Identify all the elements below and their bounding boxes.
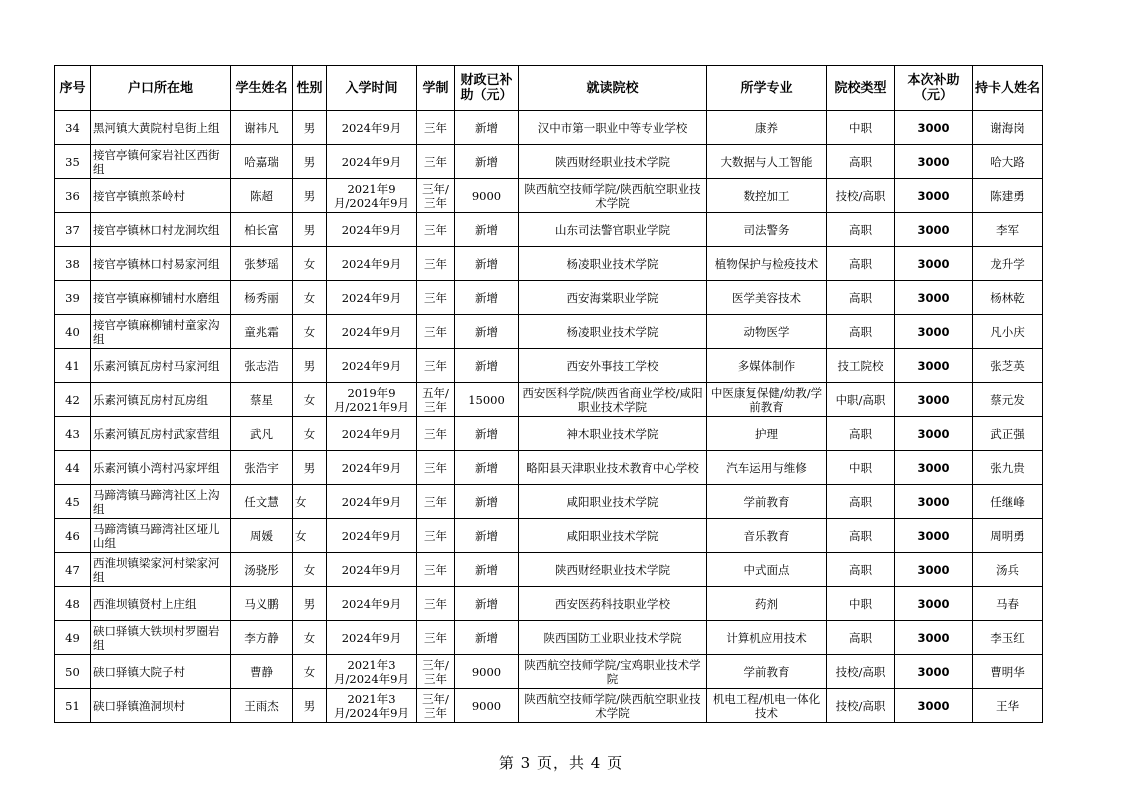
- cell-index: 42: [55, 383, 91, 417]
- cell-index: 35: [55, 145, 91, 179]
- cell-current-subsidy: 3000: [895, 689, 973, 723]
- cell-index: 41: [55, 349, 91, 383]
- cell-index: 44: [55, 451, 91, 485]
- cell-gender: 女: [293, 655, 327, 689]
- cell-index: 51: [55, 689, 91, 723]
- cell-duration: 三年: [417, 587, 455, 621]
- cell-prior-subsidy: 新增: [455, 213, 519, 247]
- table-row: [55, 587, 1043, 621]
- table-row: [55, 621, 1043, 655]
- cell-current-subsidy: 3000: [895, 621, 973, 655]
- cell-current-subsidy: 3000: [895, 213, 973, 247]
- cell-school-type: 高职: [827, 519, 895, 553]
- cell-school: 西安医药科技职业学校: [519, 587, 707, 621]
- table-row: [55, 349, 1043, 383]
- cell-enroll-date: 2021年3月/2024年9月: [327, 689, 417, 723]
- cell-prior-subsidy: 9000: [455, 655, 519, 689]
- cell-cardholder: 李军: [973, 213, 1043, 247]
- cell-major: 药剂: [707, 587, 827, 621]
- cell-index: 40: [55, 315, 91, 349]
- cell-student-name: 杨秀丽: [231, 281, 293, 315]
- cell-cardholder: 凡小庆: [973, 315, 1043, 349]
- table-row: [55, 213, 1043, 247]
- header-row: [55, 66, 1043, 111]
- cell-gender: 男: [293, 587, 327, 621]
- cell-major: 中医康复保健/幼教/学前教育: [707, 383, 827, 417]
- cell-gender: 女: [293, 485, 327, 519]
- cell-major: 数控加工: [707, 179, 827, 213]
- cell-major: 司法警务: [707, 213, 827, 247]
- cell-gender: 女: [293, 383, 327, 417]
- table-row: [55, 179, 1043, 213]
- cell-major: 多媒体制作: [707, 349, 827, 383]
- cell-cardholder: 曹明华: [973, 655, 1043, 689]
- cell-school: 西安外事技工学校: [519, 349, 707, 383]
- cell-duration: 三年: [417, 213, 455, 247]
- table-row: [55, 281, 1043, 315]
- cell-school-type: 技校/高职: [827, 179, 895, 213]
- cell-school: 山东司法警官职业学院: [519, 213, 707, 247]
- cell-residence: 乐素河镇小湾村冯家坪组: [91, 451, 231, 485]
- cell-cardholder: 武正强: [973, 417, 1043, 451]
- cell-gender: 男: [293, 689, 327, 723]
- cell-school-type: 中职: [827, 111, 895, 145]
- cell-index: 47: [55, 553, 91, 587]
- cell-student-name: 曹静: [231, 655, 293, 689]
- table-row: [55, 145, 1043, 179]
- cell-major: 学前教育: [707, 485, 827, 519]
- cell-residence: 接官亭镇林口村易家河组: [91, 247, 231, 281]
- cell-gender: 女: [293, 621, 327, 655]
- header-school-type: 院校类型: [827, 66, 895, 111]
- header-school: 就读院校: [519, 66, 707, 111]
- header-index: 序号: [55, 66, 91, 111]
- page-footer: 第 3 页，共 4 页: [498, 754, 624, 772]
- cell-residence: 西淮坝镇梁家河村梁家河组: [91, 553, 231, 587]
- cell-cardholder: 谢海岗: [973, 111, 1043, 145]
- cell-student-name: 柏长富: [231, 213, 293, 247]
- cell-enroll-date: 2021年3月/2024年9月: [327, 655, 417, 689]
- cell-duration: 三年: [417, 281, 455, 315]
- table-row: [55, 417, 1043, 451]
- header-cardholder: 持卡人姓名: [973, 66, 1043, 111]
- cell-major: 音乐教育: [707, 519, 827, 553]
- cell-residence: 乐素河镇瓦房村马家河组: [91, 349, 231, 383]
- cell-cardholder: 马春: [973, 587, 1043, 621]
- cell-residence: 西淮坝镇贤村上庄组: [91, 587, 231, 621]
- cell-school-type: 高职: [827, 315, 895, 349]
- cell-current-subsidy: 3000: [895, 145, 973, 179]
- cell-school: 略阳县天津职业技术教育中心学校: [519, 451, 707, 485]
- cell-prior-subsidy: 9000: [455, 689, 519, 723]
- cell-gender: 女: [293, 417, 327, 451]
- cell-residence: 接官亭镇煎茶岭村: [91, 179, 231, 213]
- cell-school-type: 中职/高职: [827, 383, 895, 417]
- cell-prior-subsidy: 新增: [455, 315, 519, 349]
- cell-major: 计算机应用技术: [707, 621, 827, 655]
- cell-residence: 接官亭镇麻柳铺村童家沟组: [91, 315, 231, 349]
- cell-enroll-date: 2024年9月: [327, 417, 417, 451]
- cell-enroll-date: 2024年9月: [327, 621, 417, 655]
- cell-student-name: 童兆霜: [231, 315, 293, 349]
- cell-student-name: 武凡: [231, 417, 293, 451]
- cell-enroll-date: 2019年9月/2021年9月: [327, 383, 417, 417]
- cell-major: 植物保护与检疫技术: [707, 247, 827, 281]
- cell-current-subsidy: 3000: [895, 247, 973, 281]
- header-gender: 性别: [293, 66, 327, 111]
- cell-current-subsidy: 3000: [895, 553, 973, 587]
- cell-current-subsidy: 3000: [895, 451, 973, 485]
- cell-enroll-date: 2024年9月: [327, 111, 417, 145]
- cell-major: 学前教育: [707, 655, 827, 689]
- cell-current-subsidy: 3000: [895, 519, 973, 553]
- cell-school: 杨凌职业技术学院: [519, 247, 707, 281]
- cell-residence: 硖口驿镇大铁坝村罗圈岩组: [91, 621, 231, 655]
- cell-school: 陕西航空技师学院/陕西航空职业技术学院: [519, 689, 707, 723]
- cell-duration: 三年: [417, 621, 455, 655]
- cell-prior-subsidy: 9000: [455, 179, 519, 213]
- table-row: [55, 315, 1043, 349]
- cell-student-name: 张志浩: [231, 349, 293, 383]
- cell-school: 陕西航空技师学院/陕西航空职业技术学院: [519, 179, 707, 213]
- cell-residence: 接官亭镇麻柳铺村水磨组: [91, 281, 231, 315]
- cell-enroll-date: 2024年9月: [327, 553, 417, 587]
- cell-enroll-date: 2024年9月: [327, 587, 417, 621]
- table-row: [55, 689, 1043, 723]
- cell-current-subsidy: 3000: [895, 655, 973, 689]
- cell-school: 杨凌职业技术学院: [519, 315, 707, 349]
- cell-enroll-date: 2024年9月: [327, 485, 417, 519]
- cell-prior-subsidy: 新增: [455, 145, 519, 179]
- cell-current-subsidy: 3000: [895, 587, 973, 621]
- cell-student-name: 王雨杰: [231, 689, 293, 723]
- cell-index: 39: [55, 281, 91, 315]
- header-enroll-date: 入学时间: [327, 66, 417, 111]
- header-residence: 户口所在地: [91, 66, 231, 111]
- cell-current-subsidy: 3000: [895, 111, 973, 145]
- cell-cardholder: 李玉红: [973, 621, 1043, 655]
- cell-index: 45: [55, 485, 91, 519]
- cell-index: 48: [55, 587, 91, 621]
- cell-enroll-date: 2024年9月: [327, 213, 417, 247]
- cell-prior-subsidy: 新增: [455, 247, 519, 281]
- cell-school: 神木职业技术学院: [519, 417, 707, 451]
- cell-enroll-date: 2024年9月: [327, 281, 417, 315]
- cell-duration: 三年: [417, 349, 455, 383]
- table-row: [55, 519, 1043, 553]
- header-prior-subsidy: 财政已补助（元）: [455, 66, 519, 111]
- cell-current-subsidy: 3000: [895, 281, 973, 315]
- cell-residence: 硖口驿镇大院子村: [91, 655, 231, 689]
- cell-school-type: 高职: [827, 213, 895, 247]
- cell-gender: 女: [293, 247, 327, 281]
- cell-duration: 三年: [417, 111, 455, 145]
- cell-index: 38: [55, 247, 91, 281]
- table-row: [55, 553, 1043, 587]
- table-row: [55, 111, 1043, 145]
- cell-duration: 五年/三年: [417, 383, 455, 417]
- cell-school-type: 中职: [827, 451, 895, 485]
- cell-school-type: 技校/高职: [827, 689, 895, 723]
- cell-school-type: 高职: [827, 281, 895, 315]
- header-major: 所学专业: [707, 66, 827, 111]
- table-row: [55, 383, 1043, 417]
- cell-gender: 女: [293, 553, 327, 587]
- cell-index: 49: [55, 621, 91, 655]
- cell-school: 汉中市第一职业中等专业学校: [519, 111, 707, 145]
- cell-school: 陕西财经职业技术学院: [519, 145, 707, 179]
- cell-prior-subsidy: 新增: [455, 111, 519, 145]
- cell-cardholder: 龙升学: [973, 247, 1043, 281]
- cell-gender: 女: [293, 315, 327, 349]
- table-row: [55, 485, 1043, 519]
- cell-duration: 三年: [417, 553, 455, 587]
- cell-duration: 三年: [417, 519, 455, 553]
- cell-duration: 三年: [417, 451, 455, 485]
- table-body: [55, 111, 1043, 723]
- cell-student-name: 马义鹏: [231, 587, 293, 621]
- cell-school: 西安海棠职业学院: [519, 281, 707, 315]
- cell-duration: 三年: [417, 485, 455, 519]
- cell-school-type: 中职: [827, 587, 895, 621]
- cell-enroll-date: 2024年9月: [327, 145, 417, 179]
- cell-student-name: 张浩宇: [231, 451, 293, 485]
- cell-current-subsidy: 3000: [895, 349, 973, 383]
- cell-prior-subsidy: 新增: [455, 281, 519, 315]
- cell-cardholder: 张芝英: [973, 349, 1043, 383]
- cell-major: 机电工程/机电一体化技术: [707, 689, 827, 723]
- cell-school-type: 高职: [827, 553, 895, 587]
- cell-gender: 男: [293, 213, 327, 247]
- cell-student-name: 蔡星: [231, 383, 293, 417]
- cell-cardholder: 任继峰: [973, 485, 1043, 519]
- cell-school: 咸阳职业技术学院: [519, 519, 707, 553]
- cell-school: 陕西财经职业技术学院: [519, 553, 707, 587]
- cell-current-subsidy: 3000: [895, 179, 973, 213]
- cell-cardholder: 蔡元发: [973, 383, 1043, 417]
- cell-student-name: 任文慧: [231, 485, 293, 519]
- cell-student-name: 谢祎凡: [231, 111, 293, 145]
- cell-duration: 三年: [417, 145, 455, 179]
- cell-prior-subsidy: 新增: [455, 417, 519, 451]
- cell-residence: 马蹄湾镇马蹄湾社区垭儿山组: [91, 519, 231, 553]
- cell-school: 咸阳职业技术学院: [519, 485, 707, 519]
- cell-cardholder: 张九贵: [973, 451, 1043, 485]
- cell-school: 陕西国防工业职业技术学院: [519, 621, 707, 655]
- cell-major: 中式面点: [707, 553, 827, 587]
- cell-cardholder: 汤兵: [973, 553, 1043, 587]
- cell-student-name: 汤骁彤: [231, 553, 293, 587]
- cell-cardholder: 杨林乾: [973, 281, 1043, 315]
- cell-gender: 男: [293, 145, 327, 179]
- cell-major: 汽车运用与维修: [707, 451, 827, 485]
- cell-prior-subsidy: 15000: [455, 383, 519, 417]
- cell-school-type: 高职: [827, 247, 895, 281]
- table-row: [55, 451, 1043, 485]
- header-current-subsidy: 本次补助（元）: [895, 66, 973, 111]
- cell-cardholder: 哈大路: [973, 145, 1043, 179]
- cell-student-name: 李方静: [231, 621, 293, 655]
- cell-duration: 三年: [417, 315, 455, 349]
- cell-gender: 男: [293, 179, 327, 213]
- cell-student-name: 陈超: [231, 179, 293, 213]
- header-duration: 学制: [417, 66, 455, 111]
- cell-student-name: 哈嘉瑞: [231, 145, 293, 179]
- cell-school: 西安医科学院/陕西省商业学校/咸阳职业技术学院: [519, 383, 707, 417]
- cell-major: 动物医学: [707, 315, 827, 349]
- cell-residence: 乐素河镇瓦房村瓦房组: [91, 383, 231, 417]
- cell-duration: 三年: [417, 247, 455, 281]
- cell-current-subsidy: 3000: [895, 417, 973, 451]
- cell-gender: 男: [293, 451, 327, 485]
- cell-gender: 女: [293, 519, 327, 553]
- cell-duration: 三年: [417, 417, 455, 451]
- cell-prior-subsidy: 新增: [455, 621, 519, 655]
- cell-major: 康养: [707, 111, 827, 145]
- cell-enroll-date: 2024年9月: [327, 247, 417, 281]
- cell-school-type: 高职: [827, 485, 895, 519]
- cell-duration: 三年/三年: [417, 655, 455, 689]
- header-student-name: 学生姓名: [231, 66, 293, 111]
- cell-enroll-date: 2024年9月: [327, 451, 417, 485]
- cell-residence: 接官亭镇何家岩社区西街组: [91, 145, 231, 179]
- cell-residence: 乐素河镇瓦房村武家营组: [91, 417, 231, 451]
- cell-school-type: 高职: [827, 145, 895, 179]
- table-row: [55, 247, 1043, 281]
- cell-residence: 马蹄湾镇马蹄湾社区上沟组: [91, 485, 231, 519]
- cell-index: 36: [55, 179, 91, 213]
- cell-school-type: 技校/高职: [827, 655, 895, 689]
- cell-enroll-date: 2021年9月/2024年9月: [327, 179, 417, 213]
- cell-school: 陕西航空技师学院/宝鸡职业技术学院: [519, 655, 707, 689]
- cell-student-name: 张梦瑶: [231, 247, 293, 281]
- table-row: [55, 655, 1043, 689]
- cell-index: 37: [55, 213, 91, 247]
- cell-school-type: 高职: [827, 621, 895, 655]
- subsidy-table: [54, 65, 1043, 723]
- cell-current-subsidy: 3000: [895, 485, 973, 519]
- cell-cardholder: 周明勇: [973, 519, 1043, 553]
- cell-index: 43: [55, 417, 91, 451]
- cell-major: 大数据与人工智能: [707, 145, 827, 179]
- cell-prior-subsidy: 新增: [455, 349, 519, 383]
- cell-prior-subsidy: 新增: [455, 485, 519, 519]
- cell-enroll-date: 2024年9月: [327, 349, 417, 383]
- cell-residence: 硖口驿镇渔洞坝村: [91, 689, 231, 723]
- cell-index: 50: [55, 655, 91, 689]
- cell-gender: 男: [293, 111, 327, 145]
- cell-current-subsidy: 3000: [895, 315, 973, 349]
- cell-duration: 三年/三年: [417, 689, 455, 723]
- cell-major: 护理: [707, 417, 827, 451]
- cell-prior-subsidy: 新增: [455, 519, 519, 553]
- cell-prior-subsidy: 新增: [455, 587, 519, 621]
- cell-school-type: 技工院校: [827, 349, 895, 383]
- cell-duration: 三年/三年: [417, 179, 455, 213]
- cell-gender: 女: [293, 281, 327, 315]
- cell-residence: 接官亭镇林口村龙洞坎组: [91, 213, 231, 247]
- cell-residence: 黑河镇大黄院村皂街上组: [91, 111, 231, 145]
- cell-school-type: 高职: [827, 417, 895, 451]
- cell-index: 46: [55, 519, 91, 553]
- cell-student-name: 周媛: [231, 519, 293, 553]
- cell-enroll-date: 2024年9月: [327, 519, 417, 553]
- cell-gender: 男: [293, 349, 327, 383]
- cell-major: 医学美容技术: [707, 281, 827, 315]
- cell-index: 34: [55, 111, 91, 145]
- cell-current-subsidy: 3000: [895, 383, 973, 417]
- cell-prior-subsidy: 新增: [455, 553, 519, 587]
- cell-enroll-date: 2024年9月: [327, 315, 417, 349]
- cell-prior-subsidy: 新增: [455, 451, 519, 485]
- cell-cardholder: 陈建勇: [973, 179, 1043, 213]
- cell-cardholder: 王华: [973, 689, 1043, 723]
